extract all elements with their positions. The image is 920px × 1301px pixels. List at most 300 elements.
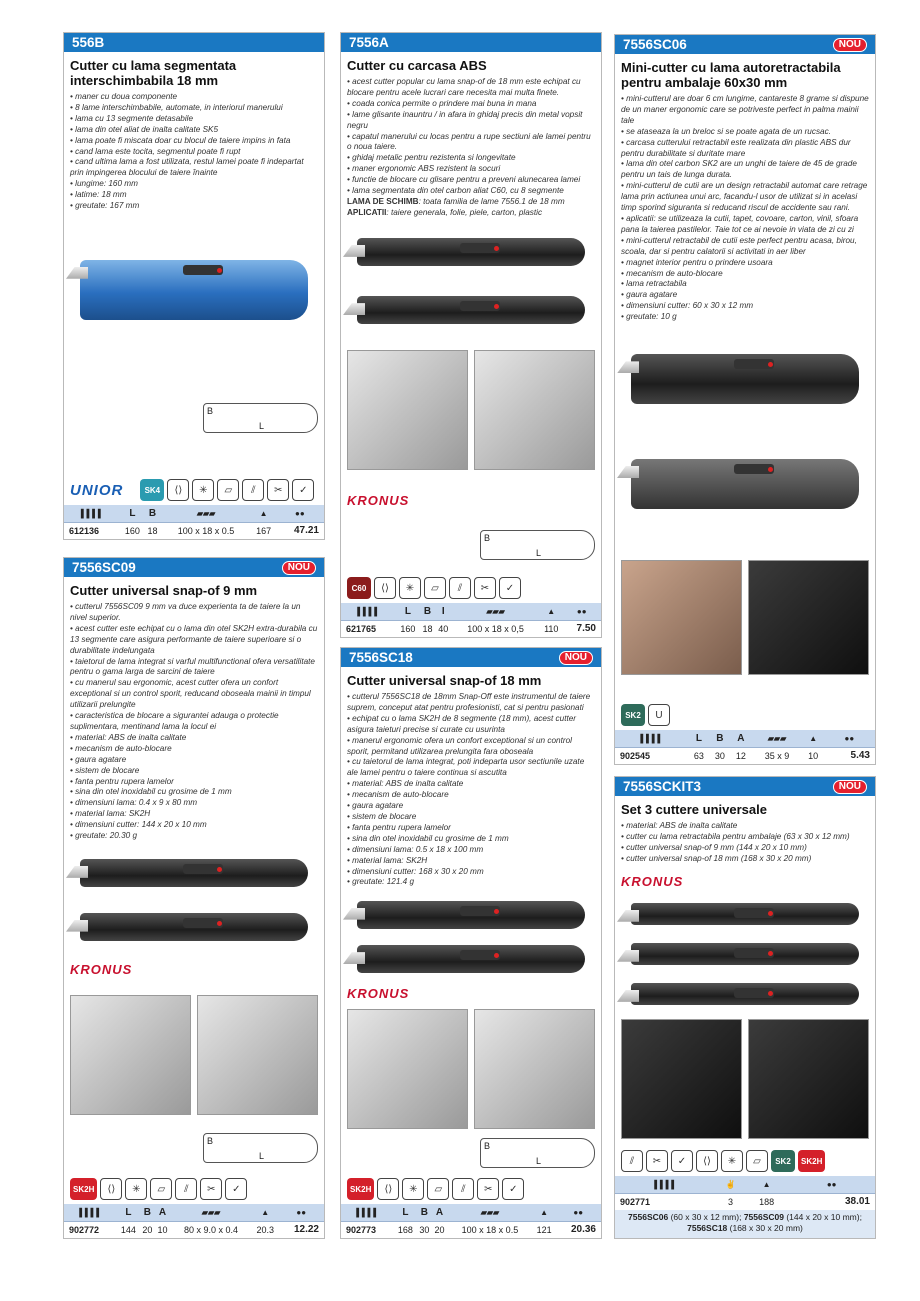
product-photo (748, 560, 869, 675)
bullet-item: • gaura agatare (621, 290, 678, 300)
spec-value: 80 x 9.0 x 0.4 (170, 1221, 252, 1238)
spec-data-row (341, 1221, 601, 1238)
dimension-b: B (207, 1136, 214, 1147)
product-photo (748, 1019, 869, 1139)
magnet-icon: U (648, 704, 670, 726)
barcode-icon: ▌▌▌▌ (64, 505, 120, 522)
blade-width-icon: ⟨⟩ (696, 1150, 718, 1172)
price-icon: ●● (563, 603, 601, 620)
blade-count-icon: ▱ (150, 1178, 172, 1200)
product-title: Cutter cu lama segmentata interschimbabila 18 mm (70, 58, 237, 88)
bullet-item: • gaura agatare (347, 801, 404, 811)
product-image-cutter (357, 901, 585, 929)
product-image-cutter (80, 859, 308, 887)
bullet-item: • caracteristica de blocare a sigurantei adauga o protectie suplimentara, mentinand lama la locul ei (70, 711, 279, 731)
suitable-icon: ✓ (499, 577, 521, 599)
product-image-cutter (631, 903, 859, 925)
bullet-item: • coada conica permite o prindere mai buna in mana (347, 98, 537, 108)
price: 5.43 (824, 747, 875, 764)
product-photo (621, 560, 742, 675)
bullet-item: • cand lama este tocita, segmentul poate fi rupt (70, 146, 241, 156)
blade-icon: ▰▰▰ (751, 730, 802, 747)
spec-value: 160 (396, 620, 420, 637)
column-header-i: I (435, 603, 451, 620)
bullet-item: • material: ABS de inalta calitate (70, 732, 187, 742)
bullet-item: • manerul ergonomic ofera un confort exceptional si un control sporit, permitand utilizarea prelungita fara oboseala (347, 735, 572, 756)
kit-item-code: 7556SC18 (687, 1223, 728, 1233)
spec-value: 160 (120, 522, 144, 539)
bullet-item: • dimensiuni lama: 0.5 x 18 x 100 mm (347, 844, 484, 854)
blade-thickness-icon: ✳ (399, 577, 421, 599)
lock-dot (217, 867, 222, 872)
dimension-b: B (484, 1140, 491, 1151)
product-card (340, 32, 602, 638)
spec-table (64, 505, 324, 539)
weight-icon: ▲ (803, 730, 824, 747)
description (615, 54, 875, 323)
column-header-l: L (394, 1204, 417, 1221)
sk2-badge: SK2 (621, 704, 645, 726)
spec-value: 121 (533, 1221, 556, 1238)
spec-value: 20.3 (252, 1221, 279, 1238)
multi-use-icon: ✂ (267, 479, 289, 501)
card-header (615, 35, 875, 54)
lock-dot (494, 304, 499, 309)
product-code: 7556SC06 (623, 37, 687, 52)
dimension-diagram (203, 1133, 318, 1163)
sk2h-badge: SK2H (347, 1178, 374, 1200)
suitable-icon: ✓ (502, 1178, 524, 1200)
bullet-item: • material: ABS de inalta calitate (347, 779, 464, 789)
spec-table (341, 603, 601, 637)
spec-header-row (341, 1204, 601, 1221)
extra-text: : toata familia de lame 7556.1 de 18 mm (418, 196, 565, 206)
weight-icon: ▲ (745, 1176, 788, 1193)
product-photo (70, 995, 191, 1115)
card-header (64, 558, 324, 577)
barcode-icon: ▌▌▌▌ (615, 730, 688, 747)
multi-use-icon: ✂ (477, 1178, 499, 1200)
column-header-a: A (730, 730, 751, 747)
brand-logo: KRONUS (621, 873, 684, 889)
bullet-item: • material lama: SK2H (70, 809, 151, 819)
product-card (63, 557, 325, 1239)
spec-value: 167 (252, 522, 276, 539)
product-title: Cutter universal snap-of 9 mm (70, 583, 258, 598)
spec-data-row (64, 522, 324, 539)
lock-dot (768, 911, 773, 916)
product-photos (347, 350, 595, 470)
spec-value: 10 (803, 747, 824, 764)
blade-thickness-icon: ✳ (721, 1150, 743, 1172)
product-photos (621, 1019, 869, 1139)
column-header-l: L (396, 603, 420, 620)
feature-icons (64, 477, 324, 505)
bullet-item: • lungime: 160 mm (70, 179, 138, 189)
spec-value: 100 x 18 x 0,5 (451, 620, 540, 637)
spec-value: 30 (709, 747, 730, 764)
price-icon: ●● (276, 505, 324, 522)
bullet-item: • aplicatii: se utilizeaza la cutii, tapet, covoare, carton, vinil, sfoara pana la taierea pastilelor. Taie tot ce ai nevoie in viata de zi cu zi (621, 213, 859, 234)
bullet-item: • gaura agatare (70, 754, 127, 764)
bullet-item: • material lama: SK2H (347, 855, 428, 865)
spec-data-row (615, 1193, 875, 1210)
bullet-item: • fanta pentru rupera lamelor (347, 822, 451, 832)
dimension-b: B (207, 406, 214, 417)
spec-value: 20 (432, 1221, 447, 1238)
product-image-cutter (631, 943, 859, 965)
bullet-item: • carcasa cutterului retractabil este realizata din plastic ABS dur pentru durabilitate si duritate mare (621, 137, 851, 158)
description (64, 52, 324, 212)
product-title: Cutter cu carcasa ABS (347, 58, 487, 73)
bullet-item: • sistem de blocare (347, 811, 417, 821)
spec-header-row (615, 730, 875, 747)
spec-header-row (64, 1204, 324, 1221)
bullet-item: • lame glisante inauntru / in afara in ghidaj precis din metal vopsit negru (347, 109, 583, 130)
kit-item-code: 7556SC09 (743, 1212, 784, 1222)
column-header-a: A (432, 1204, 447, 1221)
price-icon: ●● (555, 1204, 601, 1221)
description (341, 667, 601, 888)
product-photo (347, 350, 468, 470)
product-images (64, 842, 324, 1176)
spec-header-row (615, 1176, 875, 1193)
blade-count-icon: ▱ (424, 577, 446, 599)
bullet-item: • lama din otel carbon SK2 are un unghi de taiere de 45 de grade pentru un tais de lunga durata. (621, 159, 857, 180)
bullet-item: • sina din otel inoxidabil cu grosime de 1 mm (70, 787, 232, 797)
price-icon: ●● (824, 730, 875, 747)
product-image-cutter (357, 238, 585, 266)
product-card (340, 647, 602, 1239)
dimension-b: B (484, 532, 491, 543)
barcode-icon: ▌▌▌▌ (341, 603, 396, 620)
product-title: Cutter universal snap-of 18 mm (347, 673, 542, 688)
blade-thickness-icon: ✳ (402, 1178, 424, 1200)
bullet-item: • functie de blocare cu glisare pentru a preveni alunecarea lamei (347, 175, 581, 185)
bullet-item: • mini-cutterul are doar 6 cm lungime, cantareste 8 grame si dispune de un maner ergonomic care se potriveste perfect in palma mainii tale (621, 94, 869, 125)
bullet-item: • cutter universal snap-of 18 mm (168 x 30 x 20 mm) (621, 853, 812, 863)
brand-logo: KRONUS (347, 985, 410, 1001)
product-images (341, 219, 601, 575)
bullet-item: • capatul manerului cu locas pentru a rupe sectiuni ale lamei pentru o noua taiere. (347, 131, 591, 152)
product-card (614, 34, 876, 765)
cutting-icon: ⫽ (175, 1178, 197, 1200)
bullet-item: • lama cu 13 segmente detasabile (70, 113, 194, 123)
spec-value: 20 (140, 1221, 155, 1238)
cutting-icon: ⫽ (242, 479, 264, 501)
dimension-diagram (480, 1138, 595, 1168)
blade-width-icon: ⟨⟩ (374, 577, 396, 599)
blade-count-icon: ▱ (746, 1150, 768, 1172)
spec-value: 40 (435, 620, 451, 637)
bullet-item: • cu manerul sau ergonomic, acest cutter ofera un confort exceptional si un control sporit, reducand oboseala mainii in timpul utilizarii prelungite (70, 678, 311, 710)
blade-width-icon: ⟨⟩ (377, 1178, 399, 1200)
brand-logo: UNIOR (70, 481, 124, 499)
column-header-l: L (688, 730, 709, 747)
bullet-item: • mecanism de auto-blocare (347, 790, 449, 800)
bullet-item: • material: ABS de inalta calitate (621, 821, 738, 830)
feature-icons (64, 1176, 324, 1204)
kit-contents-note (615, 1210, 875, 1238)
lock-dot (217, 268, 222, 273)
bullet-item: • lama poate fi miscata doar cu blocul de taiere impins in fata (70, 135, 291, 145)
extra-label: LAMA DE SCHIMB (347, 196, 419, 206)
spec-value: 3 (716, 1193, 745, 1210)
bullet-item: • sina din otel inoxidabil cu grosime de 1 mm (347, 833, 509, 843)
bullet-item: • acest cutter este echipat cu o lama din otel SK2H extra-durabila cu 13 segmente care asigura performante de taiere superioare si o durabilitate indelungata (70, 623, 318, 655)
price: 7.50 (563, 620, 601, 637)
spec-data-row (615, 747, 875, 764)
article-code: 902545 (615, 747, 688, 764)
product-image-cutter (631, 354, 859, 404)
brand-logo: KRONUS (70, 962, 133, 978)
product-photos (621, 560, 869, 675)
feature-icons (341, 1176, 601, 1204)
spec-value: 110 (540, 620, 563, 637)
card-header (64, 33, 324, 52)
product-code: 7556A (349, 35, 389, 50)
bullet-item: • cand ultima lama a fost utilizata, restul lamei poate fi indepartat prin impingerea blocului de taiere înainte (70, 157, 304, 178)
column-header-b: B (417, 1204, 432, 1221)
kit-item-size: (144 x 20 x 10 mm); (783, 1212, 862, 1222)
column-header-b: B (420, 603, 436, 620)
blade-icon: ▰▰▰ (447, 1204, 533, 1221)
extra-label: APLICATII (347, 207, 387, 217)
dimension-l: L (536, 1155, 542, 1166)
lock-dot (768, 991, 773, 996)
product-card (63, 32, 325, 540)
feature-icons (615, 1148, 875, 1176)
new-badge: NOU (833, 38, 867, 52)
column-header-l: L (120, 505, 144, 522)
bullet-item: • dimensiuni cutter: 60 x 30 x 12 mm (621, 301, 754, 311)
new-badge: NOU (559, 651, 593, 665)
bullet-item: • greutate: 167 mm (70, 201, 140, 211)
spec-value: 10 (155, 1221, 170, 1238)
barcode-icon: ▌▌▌▌ (341, 1204, 394, 1221)
bullet-item: • greutate: 121.4 g (347, 877, 415, 887)
spec-table (615, 1176, 875, 1210)
feature-icons (341, 575, 601, 603)
spec-data-row (341, 620, 601, 637)
barcode-icon: ▌▌▌▌ (615, 1176, 716, 1193)
product-image-cutter (357, 945, 585, 973)
product-card (614, 776, 876, 1239)
card-header (341, 33, 601, 52)
article-code: 902773 (341, 1221, 394, 1238)
blade-icon: ▰▰▰ (161, 505, 252, 522)
spec-value: 18 (420, 620, 436, 637)
bullet-item: • latime: 18 mm (70, 190, 127, 200)
spec-value: 35 x 9 (751, 747, 802, 764)
sk2h-badge: SK2H (798, 1150, 825, 1172)
c60-badge: C60 (347, 577, 371, 599)
blade-count-icon: ▱ (427, 1178, 449, 1200)
blade-thickness-icon: ✳ (125, 1178, 147, 1200)
lock-dot (217, 921, 222, 926)
bullet-item: • sistem de blocare (70, 765, 140, 775)
cutting-icon: ⫽ (621, 1150, 643, 1172)
weight-icon: ▲ (533, 1204, 556, 1221)
product-code: 7556SC18 (349, 650, 413, 665)
column-header-b: B (140, 1204, 155, 1221)
bullet-item: • 8 lame interschimbabile, automate, in interiorul manerului (70, 102, 283, 112)
bullet-item: • magnet interior pentru o prindere usoara (621, 257, 773, 267)
bullet-item: • maner ergonomic ABS rezistent la socuri (347, 164, 501, 174)
column-header-a: A (155, 1204, 170, 1221)
card-header (341, 648, 601, 667)
description (615, 796, 875, 865)
pieces-icon: ✌ (716, 1176, 745, 1193)
product-code: 556B (72, 35, 105, 50)
lock-dot (494, 953, 499, 958)
bullet-item: • echipat cu o lama SK2H de 8 segmente (18 mm), acest cutter asigura taieturi precise si curate cu usurinta (347, 713, 577, 734)
weight-icon: ▲ (540, 603, 563, 620)
sk2h-badge: SK2H (70, 1178, 97, 1200)
extra-line (347, 208, 595, 219)
product-image-cutter (80, 913, 308, 941)
new-badge: NOU (833, 780, 867, 794)
column-header-b: B (709, 730, 730, 747)
spec-value: 18 (145, 522, 161, 539)
dimension-diagram (203, 403, 318, 433)
spec-value: 100 x 18 x 0.5 (161, 522, 252, 539)
blade-icon: ▰▰▰ (451, 603, 540, 620)
bullet-item: • cutter cu lama retractabila pentru ambalaje (63 x 30 x 12 mm) (621, 831, 850, 841)
product-images (64, 212, 324, 477)
price-icon: ●● (278, 1204, 324, 1221)
product-image-cutter (80, 260, 308, 320)
suitable-icon: ✓ (292, 479, 314, 501)
bullet-item: • se ataseaza la un breloc si se poate agata de un rucsac. (621, 126, 831, 136)
lock-dot (768, 467, 773, 472)
spec-table (64, 1204, 324, 1238)
bullet-item: • dimensiuni cutter: 144 x 20 x 10 mm (70, 820, 207, 830)
article-code: 621765 (341, 620, 396, 637)
multi-use-icon: ✂ (200, 1178, 222, 1200)
spec-value: 168 (394, 1221, 417, 1238)
spec-value: 100 x 18 x 0.5 (447, 1221, 533, 1238)
blade-count-icon: ▱ (217, 479, 239, 501)
bullet-item: • greutate: 20.30 g (70, 831, 138, 841)
kit-item-size: (168 x 30 x 20 mm) (727, 1223, 803, 1233)
product-photo (197, 995, 318, 1115)
product-photo (347, 1009, 468, 1129)
product-images (341, 888, 601, 1176)
barcode-icon: ▌▌▌▌ (64, 1204, 117, 1221)
blade-thickness-icon: ✳ (192, 479, 214, 501)
extra-line (347, 197, 595, 208)
bullet-item: • mecanism de auto-blocare (621, 268, 723, 278)
dimension-l: L (259, 1151, 265, 1162)
blade-icon: ▰▰▰ (170, 1204, 252, 1221)
price: 47.21 (276, 522, 324, 539)
dimension-l: L (259, 421, 265, 432)
bullet-item: • mecanism de auto-blocare (70, 743, 172, 753)
dimension-l: L (536, 547, 542, 558)
bullet-item: • mini-cutterul de cutii are un design retractabil automat care retrage lama prin actiunea unui arc, facandu-l usor de utilizat si in acelasi timp sporind siguranta si reducand riscul de accidente sau rani. (621, 181, 868, 213)
product-images (615, 865, 875, 1148)
column-header-l: L (117, 1204, 140, 1221)
bullet-item: • cu taietorul de lama integrat, poti indeparta usor sectiunile uzate ale lamei pentru o taiere continua si ascutita (347, 757, 585, 778)
product-image-cutter (357, 296, 585, 324)
product-title: Set 3 cuttere universale (621, 802, 767, 817)
bullet-item: • greutate: 10 g (621, 312, 677, 322)
bullet-item: • fanta pentru rupera lamelor (70, 776, 174, 786)
spec-value: 12 (730, 747, 751, 764)
price: 12.22 (278, 1221, 324, 1238)
product-code: 7556SCKIT3 (623, 779, 702, 794)
spec-header-row (341, 603, 601, 620)
bullet-item: • lama din otel aliat de inalta calitate SK5 (70, 124, 219, 134)
bullet-item: • ghidaj metalic pentru rezistenta si longevitate (347, 153, 516, 163)
spec-value: 188 (745, 1193, 788, 1210)
weight-icon: ▲ (252, 1204, 279, 1221)
card-header (615, 777, 875, 796)
article-code: 612136 (64, 522, 120, 539)
product-photos (347, 1009, 595, 1129)
lock-dot (494, 909, 499, 914)
kit-item-code: 7556SC06 (628, 1212, 669, 1222)
bullet-item: • taietorul de lama integrat si varful multifunctional ofera versatilitate pentru o gama larga de sarcini de taiere (70, 656, 315, 677)
multi-use-icon: ✂ (646, 1150, 668, 1172)
cutting-icon: ⫽ (449, 577, 471, 599)
bullet-item: • dimensiuni cutter: 168 x 30 x 20 mm (347, 866, 484, 876)
multi-use-icon: ✂ (474, 577, 496, 599)
suitable-icon: ✓ (671, 1150, 693, 1172)
blade-width-icon: ⟨⟩ (100, 1178, 122, 1200)
product-photo (474, 350, 595, 470)
product-photos (70, 995, 318, 1115)
new-badge: NOU (282, 561, 316, 575)
price: 38.01 (788, 1193, 875, 1210)
extra-text: : taiere generala, folie, piele, carton, plastic (386, 207, 543, 217)
bullet-item: • mini-cutterul retractabil de cutii este perfect pentru acasa, birou, scoala, dar si pentru calatorii si activitati in aer liber (621, 235, 857, 256)
description (341, 52, 601, 219)
bullet-item: • cutterul 7556SC18 de 18mm Snap-Off este instrumentul de taiere suprem, conceput atat pentru profesionisti, cat si pentru pasionati (347, 692, 591, 712)
product-photo (621, 1019, 742, 1139)
dimension-diagram (480, 530, 595, 560)
cutting-icon: ⫽ (452, 1178, 474, 1200)
article-code: 902772 (64, 1221, 117, 1238)
product-images (615, 323, 875, 702)
article-code: 902771 (615, 1193, 716, 1210)
suitable-icon: ✓ (225, 1178, 247, 1200)
price: 20.36 (555, 1221, 601, 1238)
spec-value: 30 (417, 1221, 432, 1238)
spec-table (615, 730, 875, 764)
product-photo (474, 1009, 595, 1129)
lock-dot (494, 246, 499, 251)
spec-value: 63 (688, 747, 709, 764)
blade-width-icon: ⟨⟩ (167, 479, 189, 501)
spec-value: 144 (117, 1221, 140, 1238)
column-header-b: B (145, 505, 161, 522)
spec-table (341, 1204, 601, 1238)
product-image-cutter (631, 983, 859, 1005)
weight-icon: ▲ (252, 505, 276, 522)
feature-icons (615, 702, 875, 730)
spec-header-row (64, 505, 324, 522)
bullet-item: • cutterul 7556SC09 9 mm va duce experienta ta de taiere la un nivel superior. (70, 602, 301, 622)
bullet-item: • dimensiuni lama: 0.4 x 9 x 80 mm (70, 798, 198, 808)
brand-logo: KRONUS (347, 492, 410, 508)
spec-data-row (64, 1221, 324, 1238)
sk4-badge: SK4 (140, 479, 164, 501)
product-title: Mini-cutter cu lama autoretractabila pentru ambalaje 60x30 mm (621, 60, 841, 90)
kit-item-size: (60 x 30 x 12 mm); (668, 1212, 744, 1222)
product-image-cutter (631, 459, 859, 509)
